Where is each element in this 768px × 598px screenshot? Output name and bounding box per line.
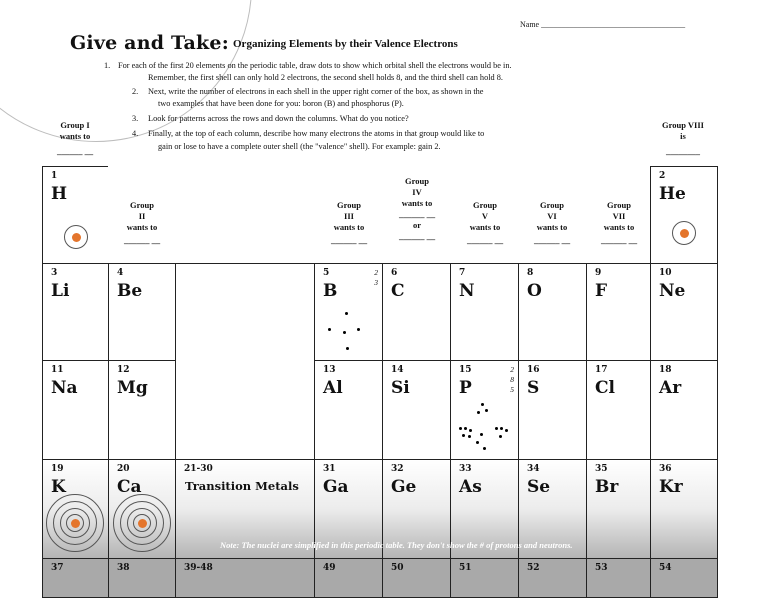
nucleus-icon [72,233,81,242]
electron-dot [357,328,360,331]
shell-count-2: 8 [510,375,514,384]
atomic-number: 11 [51,365,64,375]
element-cell-P[interactable] [450,360,519,460]
element-cell-52[interactable] [518,558,587,598]
group-5-numeral: V [481,211,489,221]
atomic-number: 54 [659,563,672,573]
element-symbol: Ga [323,477,349,497]
group-2-header-area [108,166,314,264]
element-cell-53[interactable] [586,558,651,598]
element-symbol: Se [527,477,551,497]
group-2-numeral: II [138,211,146,221]
atomic-number: 17 [595,365,608,375]
atomic-number: 49 [323,563,336,573]
element-symbol: He [659,184,686,204]
group-1-wants: wants to [59,131,91,141]
group-2-header [108,200,176,246]
instruction-4-num: 4. [132,129,139,138]
atomic-number: 16 [527,365,540,375]
electron-dot [459,427,462,430]
electron-dot [483,447,486,450]
instruction-2: Next, write the number of electrons in each shell in the upper right corner of the box, as shown in the [148,87,484,96]
group-7-blank[interactable]: ______ __ [600,235,638,245]
atomic-number: 13 [323,365,336,375]
atomic-number: 12 [117,365,130,375]
element-symbol: Ca [117,477,142,497]
element-symbol: Si [391,378,410,398]
element-symbol: As [459,477,482,497]
electron-dot [500,427,503,430]
group-4-blank-2[interactable]: ______ __ [398,231,436,241]
element-symbol: K [51,477,66,497]
element-symbol: Kr [659,477,683,497]
element-cell-K[interactable] [42,459,109,559]
group-6-wants: wants to [536,222,568,232]
electron-dot [328,328,331,331]
group-3-title: Group [337,200,361,210]
group-2-blank[interactable]: ______ __ [123,235,161,245]
atomic-number: 2 [659,171,666,181]
instruction-2-num: 2. [132,87,139,96]
electron-dot [485,409,488,412]
atomic-number: 38 [117,563,130,573]
atomic-number: 33 [459,464,472,474]
group-5-title: Group [473,200,497,210]
element-cell-Mg[interactable] [108,360,176,460]
instruction-3: Look for patterns across the rows and down the columns. What do you notice? [148,114,409,123]
element-symbol: Al [323,378,343,398]
atomic-number: 39-48 [184,563,213,573]
atomic-number: 34 [527,464,540,474]
atomic-number: 36 [659,464,672,474]
element-symbol: Li [51,281,70,301]
electron-dot [499,435,502,438]
group-3-numeral: III [344,211,354,221]
atomic-number: 18 [659,365,672,375]
shell-count-2: 3 [374,278,378,287]
electron-dot [480,433,483,436]
element-cell-Cl[interactable] [586,360,651,460]
group-6-blank[interactable]: ______ __ [533,235,571,245]
shell-counts [374,268,378,288]
page-title: Give and Take: [70,32,229,54]
element-symbol: B [323,281,338,301]
atomic-number: 37 [51,563,64,573]
instruction-1-num: 1. [104,61,111,70]
element-cell-51[interactable] [450,558,519,598]
electron-dot [468,435,471,438]
element-cell-F[interactable] [586,263,651,361]
element-cell-Ar[interactable] [650,360,718,460]
atomic-number: 19 [51,464,64,474]
group-1-header [42,120,108,157]
element-symbol: S [527,378,540,398]
atomic-number: 4 [117,268,124,278]
atomic-number: 20 [117,464,130,474]
electron-dot [464,427,467,430]
element-cell-O[interactable] [518,263,587,361]
element-symbol: P [459,378,472,398]
group-6-numeral: VI [547,211,557,221]
group-5-wants: wants to [469,222,501,232]
element-cell-49[interactable] [314,558,383,598]
group-5-blank[interactable]: ______ __ [466,235,504,245]
element-symbol: Mg [117,378,148,398]
element-symbol: O [527,281,542,301]
element-cell-He[interactable] [650,166,718,264]
element-cell-Be[interactable] [108,263,176,361]
transition-metals-label: Transition Metals [185,479,299,493]
footnote: Note: The nuclei are simplified in this periodic table. They don't show the # of protons and neutrons. [220,540,573,550]
atomic-number: 35 [595,464,608,474]
shell-count-3: 5 [510,385,514,394]
group-3-header [316,200,382,246]
element-cell-N[interactable] [450,263,519,361]
group-8-title: Group VIII [662,120,704,130]
electron-dot [346,347,349,350]
atomic-number: 15 [459,365,472,375]
group-4-wants: wants to [401,198,433,208]
group-7-title: Group [607,200,631,210]
group-4-title: Group [405,176,429,186]
atomic-number: 1 [51,171,58,181]
shell-counts [510,365,514,395]
element-cell-C[interactable] [382,263,451,361]
group-8-header [650,120,716,157]
element-symbol: Cl [595,378,615,398]
element-symbol: H [51,184,68,204]
element-cell-39-48[interactable] [175,558,315,598]
element-cell-Br[interactable] [586,459,651,559]
group-8-blank[interactable]: ________ [666,146,700,156]
electron-dot [505,429,508,432]
element-symbol: Ne [659,281,686,301]
electron-dot [481,403,484,406]
group-2-title: Group [130,200,154,210]
element-cell-Kr[interactable] [650,459,718,559]
element-cell-Li[interactable] [42,263,109,361]
element-symbol: Ar [659,378,682,398]
atomic-number: 51 [459,563,472,573]
shell-count-1: 2 [510,365,514,374]
element-symbol: N [459,281,475,301]
electron-dot [462,434,465,437]
atomic-number: 52 [527,563,540,573]
atomic-number: 9 [595,268,602,278]
group-3-blank[interactable]: ______ __ [330,235,368,245]
element-cell-Si[interactable] [382,360,451,460]
atomic-number: 14 [391,365,404,375]
group-6-header [519,200,585,246]
element-cell-S[interactable] [518,360,587,460]
element-cell-H[interactable] [42,166,109,264]
atomic-number: 50 [391,563,404,573]
name-field-label[interactable]: Name ____________________________________ [520,20,686,29]
atomic-number: 7 [459,268,466,278]
atomic-number: 21-30 [184,464,213,474]
shell-count-1: 2 [374,268,378,277]
element-symbol: Ge [391,477,417,497]
nucleus-icon [680,229,689,238]
element-cell-37[interactable] [42,558,109,598]
group-3-wants: wants to [333,222,365,232]
element-symbol: F [595,281,608,301]
element-symbol: C [391,281,405,301]
group-6-title: Group [540,200,564,210]
electron-dot [477,411,480,414]
element-cell-Al[interactable] [314,360,383,460]
electron-dot [343,331,346,334]
instruction-4: Finally, at the top of each column, describe how many electrons the atoms in that group would like to [148,129,485,138]
instruction-1b: Remember, the first shell can only hold 2 electrons, the second shell holds 8, and the third shell can hold 8. [148,73,503,82]
electron-dot [495,427,498,430]
atomic-number: 31 [323,464,336,474]
element-cell-38[interactable] [108,558,176,598]
atomic-number: 53 [595,563,608,573]
nucleus-icon [71,519,80,528]
nucleus-icon [138,519,147,528]
group-4-header [384,176,450,242]
group-7-header [586,200,652,246]
element-symbol: Br [595,477,619,497]
page-subtitle: Organizing Elements by their Valence Electrons [233,38,458,50]
atomic-number: 3 [51,268,58,278]
atomic-number: 32 [391,464,404,474]
element-cell-B[interactable] [314,263,383,361]
atomic-number: 6 [391,268,398,278]
group-8-is: is [680,131,686,141]
element-cell-54[interactable] [650,558,718,598]
group-7-numeral: VII [612,211,626,221]
group-4-or: or [412,220,422,230]
group-4-blank-1[interactable]: ______ __ [398,209,436,219]
atomic-number: 8 [527,268,534,278]
instruction-1: For each of the first 20 elements on the periodic table, draw dots to show which orbital shell the electrons would be in. [118,61,512,70]
element-cell-Na[interactable] [42,360,109,460]
electron-dot [345,312,348,315]
group-7-wants: wants to [603,222,635,232]
electron-dot [476,441,479,444]
instruction-3-num: 3. [132,114,139,123]
element-cell-Ca[interactable] [108,459,176,559]
element-cell-50[interactable] [382,558,451,598]
electron-dot [469,429,472,432]
element-symbol: Be [117,281,143,301]
group-1-title: Group I [60,120,90,130]
instruction-2b: two examples that have been done for you: boron (B) and phosphorus (P). [158,99,404,108]
group-1-blank[interactable]: ______ __ [56,146,94,156]
group-2-wants: wants to [126,222,158,232]
group-4-numeral: IV [412,187,422,197]
instruction-4b: gain or lose to have a complete outer shell (the "valence" shell). For example: gain 2. [158,142,441,151]
atomic-number: 10 [659,268,672,278]
element-cell-Ne[interactable] [650,263,718,361]
element-symbol: Na [51,378,78,398]
atomic-number: 5 [323,268,330,278]
group-5-header [452,200,518,246]
